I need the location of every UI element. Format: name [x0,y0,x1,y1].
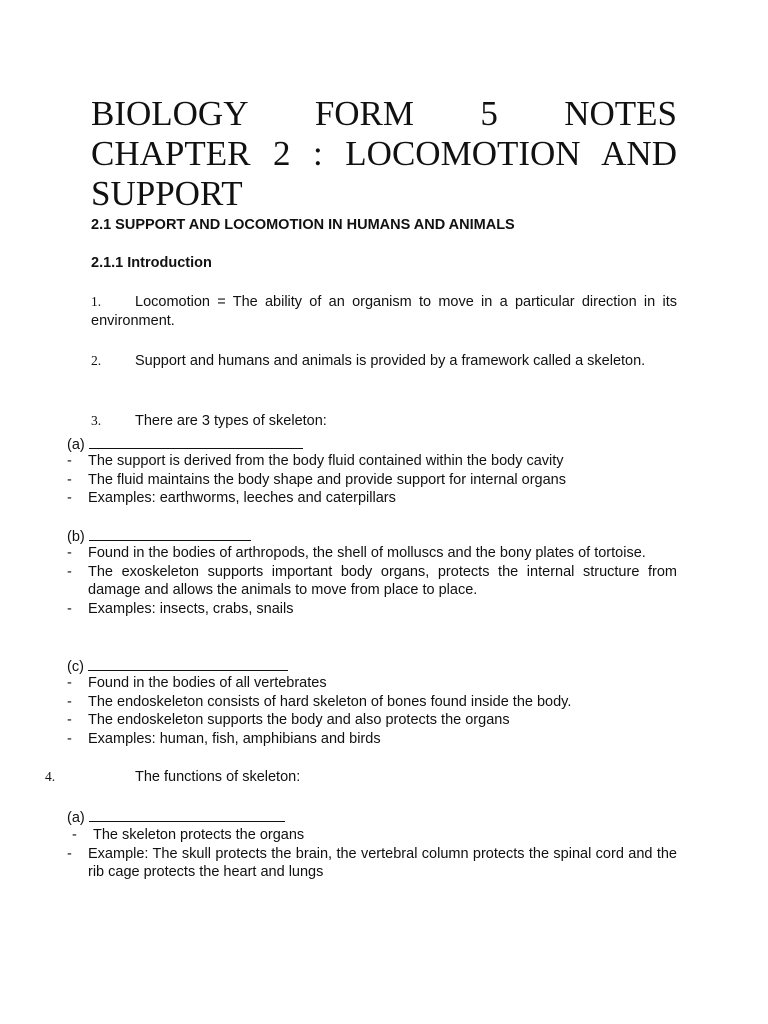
point-3 [91,411,677,431]
list-item: - The support is derived from the body fluid contained within the body cavity [67,453,564,469]
type-b-list [67,544,677,618]
title-line-2: CHAPTER 2 : LOCOMOTION AND SUPPORT [91,134,677,213]
point-text: Support and humans and animals is provided by a framework called a skeleton. [135,353,646,369]
list-item: - Found in the bodies of arthropods, the shell of molluscs and the bony plates of tortoise. [67,545,646,561]
point-number: 1. [91,294,102,309]
point-number: 3. [91,413,102,428]
list-item: - The exoskeleton supports important body organs, protects the internal structure from damage and allows the animals to move from place to place. [67,563,677,598]
list-item: - The endoskeleton consists of hard skeleton of bones found inside the body. [67,693,572,710]
title-word: 5 [480,94,498,133]
fill-in-blank [89,807,285,822]
subsection-heading: 2.1.1 Introduction [91,255,212,271]
type-b-label: (b) [67,526,251,547]
list-item: - Example: The skull protects the brain, the vertebral column protects the spinal cord and the rib cage protects the heart and lungs [67,845,677,880]
list-item: - Examples: insects, crabs, snails [67,600,294,617]
point-text: The functions of skeleton: [135,769,301,785]
type-a-list [67,452,677,508]
point-2 [91,351,677,371]
point-1 [91,292,677,331]
point-number: 2. [91,353,102,368]
title-word: NOTES [564,94,677,133]
title-line-1 [91,94,677,134]
point-text: There are 3 types of skeleton: [135,413,327,429]
type-c-list [67,674,677,748]
list-item: - Examples: earthworms, leeches and caterpillars [67,490,396,506]
function-a-list [67,826,677,882]
function-a-label: (a) [67,807,285,828]
fill-in-blank [88,656,288,671]
list-item: - The skeleton protects the organs [72,827,305,843]
title-word: FORM [314,94,415,133]
type-a-label: (a) [67,434,303,455]
point-number: 4. [45,769,56,784]
list-item: - Examples: human, fish, amphibians and birds [67,730,381,747]
point-4 [45,767,300,787]
fill-in-blank [89,526,251,541]
list-item: - Found in the bodies of all vertebrates [67,675,327,691]
page-title [91,94,677,214]
list-item: - The endoskeleton supports the body and also protects the organs [67,712,510,728]
point-text: Locomotion = The ability of an organism to move in a particular direction in its environment. [91,294,677,329]
type-c-label: (c) [67,656,288,677]
section-heading: 2.1 SUPPORT AND LOCOMOTION IN HUMANS AND ANIMALS [91,217,515,233]
title-word: BIOLOGY [91,94,249,133]
list-item: - The fluid maintains the body shape and provide support for internal organs [67,471,566,488]
fill-in-blank [89,434,303,449]
